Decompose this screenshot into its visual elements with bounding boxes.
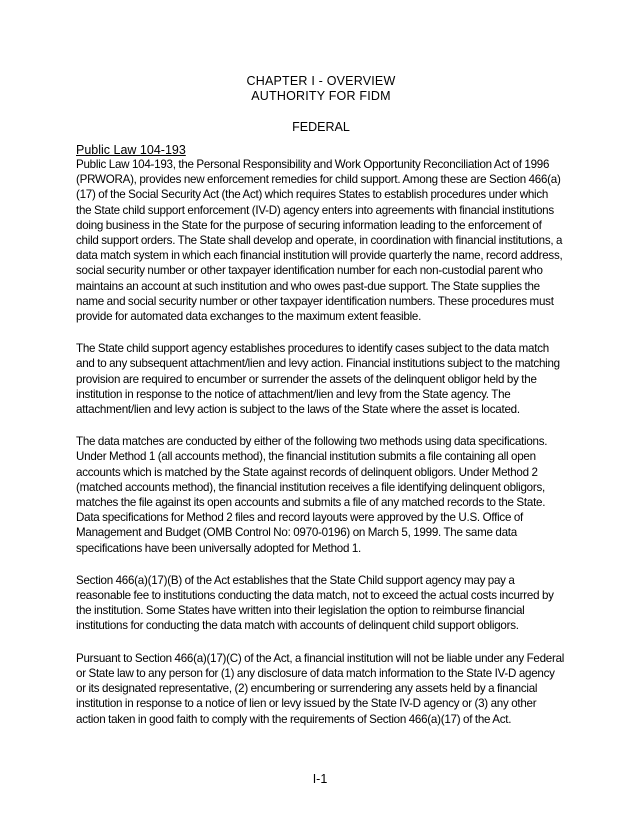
subheading-public-law: Public Law 104-193 xyxy=(76,143,186,157)
paragraph-3: The data matches are conducted by either of the following two methods using data specifications. Under Method 1 (all accounts method), the financial institution submits a file containing all open accounts which is matched by the State against records of delinquent obligors. Under Method 2 (matched accounts method), the financial institution receives a file identifying delinquent obligors, matches the file against its open accounts and submits a file of any matched records to the State. Data specifications for Method 2 files and record layouts were approved by the U.S. Office of Management and Budget (OMB Control No: 0970-0196) on March 5, 1999. The same data specifications have been universally adopted for Method 1. xyxy=(76,435,548,555)
chapter-subtitle: AUTHORITY FOR FIDM xyxy=(251,89,391,103)
paragraph-4: Section 466(a)(17)(B) of the Act establishes that the State Child support agency may pay a reasonable fee to institutions conducting the data match, not to exceed the actual costs incurred by the institution. Some States have written into their legislation the option to reimburse financial institutions for conducting the data match with accounts of delinquent child support obligors. xyxy=(76,573,554,633)
paragraph-1: Public Law 104-193, the Personal Responsibility and Work Opportunity Reconciliation Act of 1996 (PRWORA), provides new enforcement remedies for child support. Among these are Section 466(a)(17) of the Social Security Act (the Act) which requires States to establish procedures under which the State child support enforcement (IV-D) agency enters into agreements with financial institutions doing business in the State for the purpose of securing information leading to the enforcement of child support orders. The State shall develop and operate, in coordination with financial institutions, a data match system in which each financial institution will provide quarterly the name, record address, social security number or other taxpayer identification number for each non-custodial parent who maintains an account at such institution and who owes past-due support. The State supplies the name and social security number or other taxpayer identification numbers. These procedures must provide for automated data exchanges to the maximum extent feasible. xyxy=(76,158,563,324)
chapter-title: CHAPTER I - OVERVIEW xyxy=(246,74,396,88)
document-page xyxy=(76,74,566,744)
paragraph-5: Pursuant to Section 466(a)(17)(C) of the Act, a financial institution will not be liable under any Federal or State law to any person for (1) any disclosure of data match information to the State IV-D agency or its designated representative, (2) encumbering or surrendering any assets held by a financial institution in response to a notice of lien or levy issued by the State IV-D agency or (3) any other action taken in good faith to comply with the requirements of Section 466(a)(17) of the Act. xyxy=(76,651,565,726)
paragraph-2: The State child support agency establishes procedures to identify cases subject to the data match and to any subsequent attachment/lien and levy action. Financial institutions subject to the matching provision are required to encumber or surrender the assets of the delinquent obligor held by the institution in response to the notice of attachment/lien and levy from the State agency. The attachment/lien and levy action is subject to the laws of the State where the asset is located. xyxy=(76,342,560,417)
page-number: I-1 xyxy=(312,772,328,786)
section-heading: FEDERAL xyxy=(292,120,350,134)
